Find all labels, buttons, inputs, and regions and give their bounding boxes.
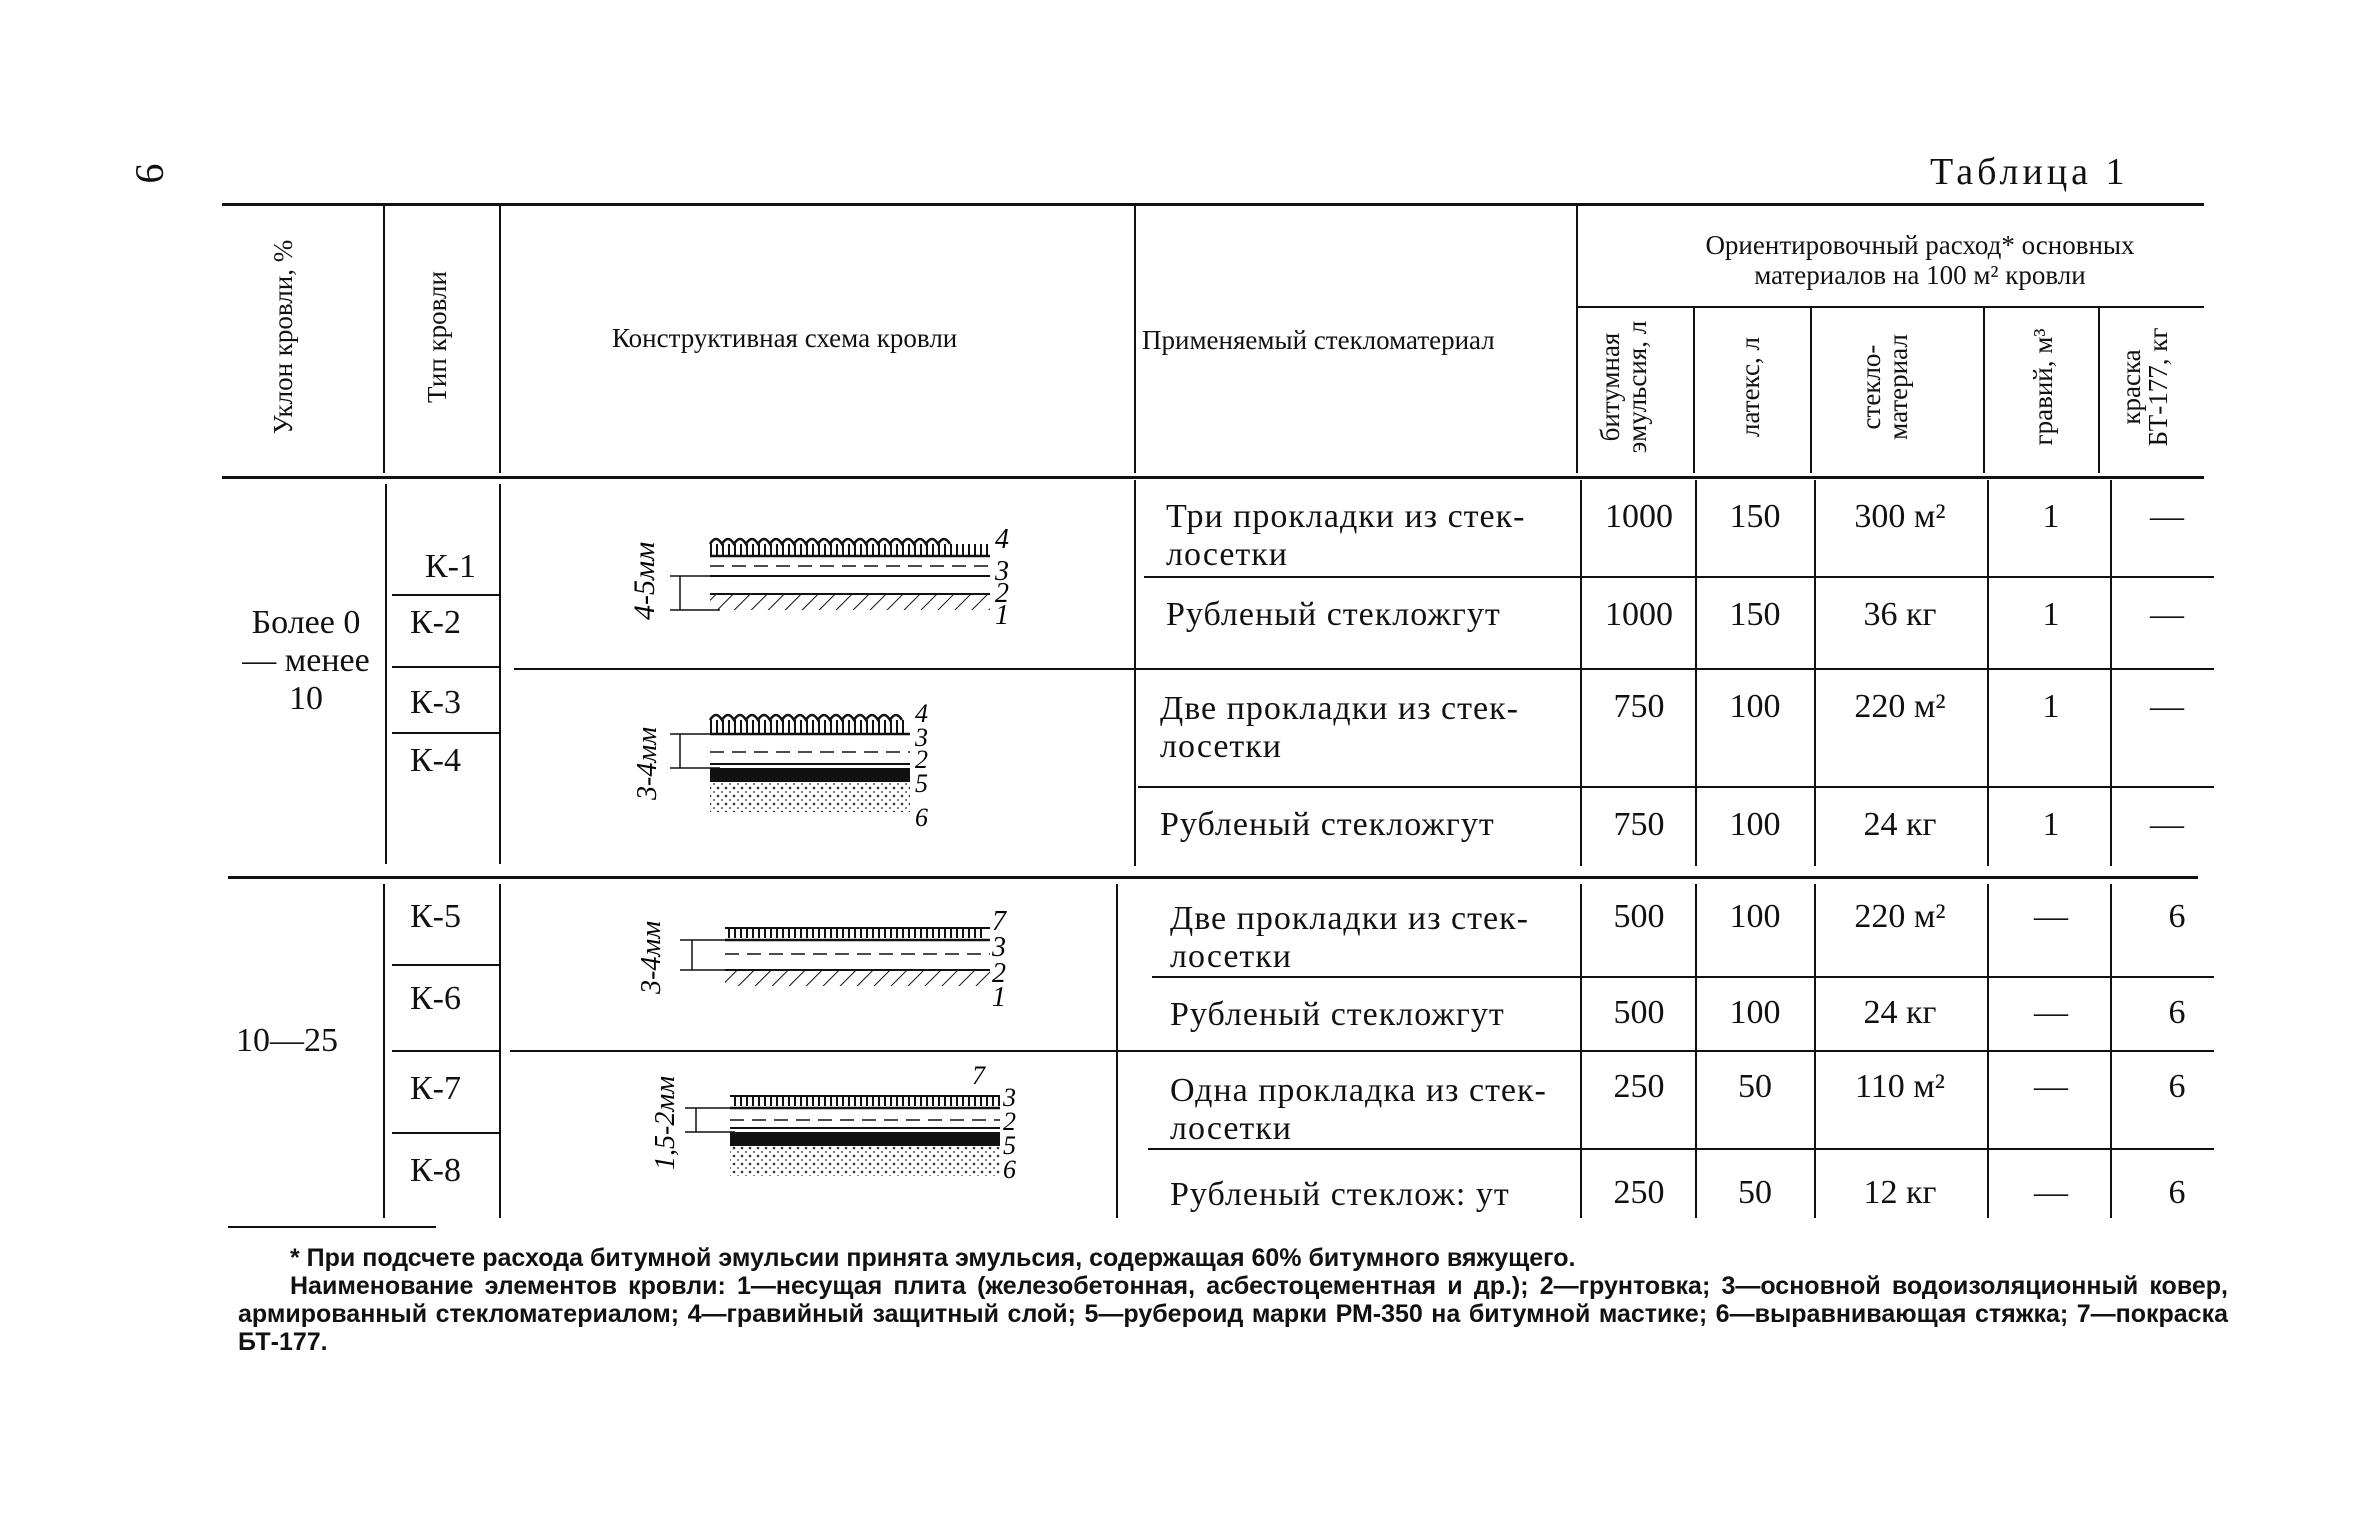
header-slope: Уклон кровли, % bbox=[268, 239, 298, 435]
bitumen-value: 750 bbox=[1613, 806, 1665, 843]
header-latex: латекс, л bbox=[1735, 337, 1765, 437]
col-divider bbox=[1693, 308, 1695, 473]
group-separator-rule bbox=[228, 876, 2198, 879]
paint-value: 6 bbox=[2168, 1068, 2186, 1105]
svg-text:3: 3 bbox=[1003, 1083, 1016, 1112]
thickness-label: 4-5мм bbox=[628, 541, 661, 620]
bitumen-value: 750 bbox=[1613, 688, 1665, 725]
type-k1: К-1 bbox=[425, 548, 476, 585]
footnote-rule bbox=[228, 1226, 436, 1228]
material-row-2: Рубленый стекложгут bbox=[1166, 596, 1501, 633]
bitumen-value: 250 bbox=[1613, 1174, 1665, 1211]
table-title: Таблица 1 bbox=[1930, 151, 2129, 193]
gravel-value: — bbox=[2034, 1068, 2068, 1105]
type-k7: К-7 bbox=[410, 1070, 461, 1107]
type-k3: К-3 bbox=[410, 684, 461, 721]
svg-text:2: 2 bbox=[915, 745, 928, 774]
latex-value: 100 bbox=[1729, 688, 1781, 725]
slope-group-1: Более 0 — менее 10 bbox=[242, 604, 370, 717]
row-rule bbox=[1148, 1148, 2214, 1150]
gravel-value: 1 bbox=[2042, 688, 2060, 725]
material-row-6: Рубленый стекложгут bbox=[1170, 996, 1505, 1033]
latex-value: 100 bbox=[1729, 994, 1781, 1031]
bitumen-value: 500 bbox=[1613, 898, 1665, 935]
glass-value: 24 кг bbox=[1863, 994, 1937, 1031]
bitumen-value: 1000 bbox=[1605, 498, 1673, 535]
header-paint: краска БТ-177, кг bbox=[2116, 327, 2173, 447]
footnote-legend: Наименование элементов кровли: 1—несущая плита (железобетонная, асбестоцементная и др.); 2—грунтовка; 3—основной водоизоляционный ковер, армированный стекломатериалом; 4—гравийный защитный слой; 5—рубероид марки РМ-350 на битумной мастике; 6—выравнивающая стяжка; 7—покраска БТ-177. bbox=[238, 1272, 2228, 1356]
latex-value: 150 bbox=[1729, 498, 1781, 535]
svg-text:7: 7 bbox=[992, 906, 1006, 937]
glass-value: 300 м² bbox=[1854, 498, 1946, 535]
glass-value: 220 м² bbox=[1854, 898, 1946, 935]
header-type: Тип кровли bbox=[422, 271, 452, 403]
paint-value: — bbox=[2150, 688, 2184, 725]
header-glass: стекло-материал bbox=[1856, 334, 1913, 440]
footnote-asterisk: * При подсчете расхода битумной эмульсии принята эмульсия, содержащая 60% битумного вяжущего. bbox=[290, 1244, 1576, 1272]
latex-value: 50 bbox=[1738, 1068, 1772, 1105]
col-divider bbox=[2098, 308, 2100, 473]
svg-text:2: 2 bbox=[992, 958, 1006, 989]
paint-value: — bbox=[2150, 596, 2184, 633]
svg-text:4: 4 bbox=[995, 524, 1009, 555]
thickness-label: 3-4мм bbox=[636, 920, 667, 994]
table-top-rule bbox=[222, 203, 2204, 206]
latex-value: 50 bbox=[1738, 1174, 1772, 1211]
row-rule bbox=[1152, 976, 2214, 978]
col-divider bbox=[383, 884, 385, 1218]
type-k4: К-4 bbox=[410, 742, 461, 779]
row-rule bbox=[392, 964, 500, 966]
material-row-5: Две прокладки из стек- лосетки bbox=[1170, 900, 1529, 975]
glass-value: 36 кг bbox=[1863, 596, 1937, 633]
svg-text:6: 6 bbox=[1003, 1155, 1016, 1184]
row-rule bbox=[1138, 786, 2214, 788]
gravel-value: 1 bbox=[2042, 596, 2060, 633]
col-divider bbox=[1983, 308, 1985, 473]
col-divider bbox=[1134, 205, 1136, 473]
paint-value: 6 bbox=[2168, 1174, 2186, 1211]
row-rule bbox=[514, 668, 2214, 670]
col-divider bbox=[1580, 480, 1582, 866]
paint-value: 6 bbox=[2168, 994, 2186, 1031]
col-divider bbox=[1695, 480, 1697, 866]
gravel-value: — bbox=[2034, 1174, 2068, 1211]
header-bitumen: битумная эмульсия, л bbox=[1595, 320, 1652, 454]
paint-value: — bbox=[2150, 806, 2184, 843]
glass-value: 220 м² bbox=[1854, 688, 1946, 725]
material-row-4: Рубленый стекложгут bbox=[1160, 806, 1495, 843]
latex-value: 100 bbox=[1729, 806, 1781, 843]
gravel-value: 1 bbox=[2042, 498, 2060, 535]
header-scheme: Конструктивная схема кровли bbox=[612, 323, 958, 353]
row-rule bbox=[392, 1132, 500, 1134]
svg-text:1: 1 bbox=[995, 600, 1009, 631]
glass-value: 12 кг bbox=[1863, 1174, 1937, 1211]
material-row-8: Рубленый стеклож: ут bbox=[1170, 1176, 1510, 1213]
consumption-header-rule bbox=[1576, 306, 2204, 308]
scheme-k1-k2 bbox=[620, 520, 1040, 650]
glass-value: 24 кг bbox=[1863, 806, 1937, 843]
paint-value: — bbox=[2150, 498, 2184, 535]
col-divider bbox=[1987, 480, 1989, 866]
thickness-label: 1,5-2мм bbox=[650, 1075, 681, 1170]
col-divider bbox=[1814, 480, 1816, 866]
gravel-value: — bbox=[2034, 898, 2068, 935]
thickness-label: 3-4мм bbox=[632, 726, 663, 800]
svg-text:1: 1 bbox=[992, 982, 1006, 1013]
gravel-value: — bbox=[2034, 994, 2068, 1031]
header-consumption-group: Ориентировочный расход* основных материалов на 100 м² кровли bbox=[1705, 230, 2135, 290]
page-number: 9 bbox=[127, 163, 173, 184]
row-rule bbox=[392, 732, 500, 734]
bitumen-value: 500 bbox=[1613, 994, 1665, 1031]
bitumen-value: 1000 bbox=[1605, 596, 1673, 633]
svg-text:2: 2 bbox=[995, 578, 1009, 609]
bitumen-value: 250 bbox=[1613, 1068, 1665, 1105]
svg-text:7: 7 bbox=[972, 1061, 985, 1090]
material-row-3: Две прокладки из стек- лосетки bbox=[1160, 690, 1519, 765]
row-rule bbox=[392, 1050, 500, 1052]
latex-value: 100 bbox=[1729, 898, 1781, 935]
header-gravel: гравий, м³ bbox=[2028, 328, 2058, 446]
svg-text:3: 3 bbox=[995, 556, 1009, 587]
scheme-k3-k4 bbox=[620, 690, 1040, 850]
svg-text:5: 5 bbox=[915, 769, 928, 798]
col-divider bbox=[1134, 480, 1136, 866]
svg-text:5: 5 bbox=[1003, 1131, 1016, 1160]
slope-group-2: 10—25 bbox=[236, 1022, 338, 1059]
svg-text:2: 2 bbox=[1003, 1107, 1016, 1136]
type-k6: К-6 bbox=[410, 980, 461, 1017]
col-divider bbox=[1576, 205, 1578, 473]
gravel-layer bbox=[710, 539, 950, 544]
type-k8: К-8 bbox=[410, 1152, 461, 1189]
header-material: Применяемый стекломатериал bbox=[1142, 325, 1495, 355]
col-divider bbox=[499, 484, 501, 864]
glass-value: 110 м² bbox=[1855, 1068, 1945, 1105]
col-divider bbox=[1810, 308, 1812, 473]
header-bottom-rule bbox=[222, 476, 2204, 479]
latex-value: 150 bbox=[1729, 596, 1781, 633]
col-divider bbox=[383, 205, 385, 473]
svg-text:3: 3 bbox=[992, 932, 1006, 963]
type-k5: К-5 bbox=[410, 898, 461, 935]
row-rule bbox=[1144, 576, 2214, 578]
scheme-k7-k8 bbox=[620, 1050, 1040, 1200]
gravel-value: 1 bbox=[2042, 806, 2060, 843]
col-divider bbox=[499, 205, 501, 473]
svg-text:3: 3 bbox=[915, 723, 928, 752]
row-rule bbox=[392, 594, 500, 596]
type-k2: К-2 bbox=[410, 604, 461, 641]
row-rule bbox=[392, 666, 500, 668]
material-row-7: Одна прокладка из стек- лосетки bbox=[1170, 1072, 1547, 1147]
svg-text:6: 6 bbox=[915, 803, 928, 832]
col-divider bbox=[385, 484, 387, 864]
material-row-1: Три прокладки из стек- лосетки bbox=[1166, 498, 1526, 573]
scheme-k5-k6 bbox=[620, 900, 1040, 1030]
paint-value: 6 bbox=[2168, 898, 2186, 935]
svg-text:4: 4 bbox=[915, 699, 928, 728]
